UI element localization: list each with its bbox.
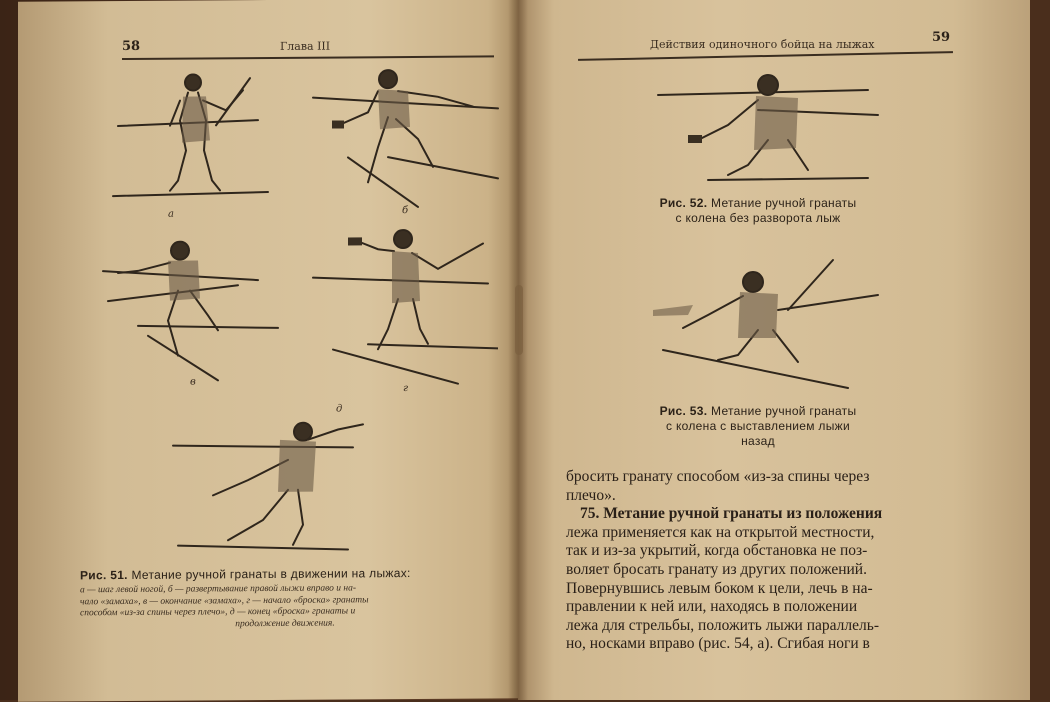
figure-52-caption-label: Рис. 52. <box>659 196 708 210</box>
figure-52-caption-line: с колена без разворота лыж <box>675 211 841 225</box>
left-page <box>18 0 518 702</box>
figure-51a-letter: а <box>168 208 174 220</box>
figure-51-legend <box>80 582 490 631</box>
left-page-number: 58 <box>122 38 141 55</box>
figure-53-caption-label: Рис. 53. <box>659 404 708 418</box>
text-line: бросить гранату способом «из-за спины через <box>566 468 870 485</box>
right-page-number: 59 <box>932 30 951 45</box>
legend-line: а — шаг левой ногой, б — развертывание правой лыжи вправо и на- <box>80 583 357 596</box>
figure-53-caption <box>623 404 893 449</box>
figure-51e-illustration <box>168 399 378 560</box>
right-page <box>518 0 1030 700</box>
figure-51-caption-label: Рис. 51. <box>80 567 128 583</box>
figure-51d-illustration <box>308 228 498 389</box>
legend-line: способом «из-за спины через плечо», д — конец «броска» гранаты и <box>80 606 356 619</box>
figure-52-caption <box>628 196 888 226</box>
figure-51c-letter: в <box>190 376 196 388</box>
left-head-rule <box>122 55 494 59</box>
figure-51-caption <box>80 565 490 583</box>
figure-51b-illustration <box>308 66 508 217</box>
figure-53-caption-line: назад <box>741 434 775 448</box>
figure-52-illustration <box>648 70 888 190</box>
text-line: воляет бросать гранату из других положений. <box>566 560 867 578</box>
right-head-rule <box>578 51 953 60</box>
text-line: но, носками вправо (рис. 54, а). Сгибая ноги в <box>566 635 870 653</box>
figure-51d-letter: г <box>403 383 409 395</box>
figure-53-illustration <box>648 250 888 390</box>
figure-51-caption-text: Метание ручной гранаты в движении на лыжах: <box>131 566 411 582</box>
figure-51e-letter: д <box>336 403 343 415</box>
legend-line: чало «замаха», в — окончание «замаха», г — начало «броска» гранаты <box>80 594 369 607</box>
text-line: правлении к ней или, находясь в положении <box>566 598 858 616</box>
binding-stitch <box>515 285 523 355</box>
legend-line: продолжение движения. <box>235 618 335 629</box>
figure-52-caption-line: Метание ручной гранаты <box>711 196 857 210</box>
text-line: лежа применяется как на открытой местности, <box>566 523 875 541</box>
figure-51b-letter: б <box>402 205 409 217</box>
right-running-head: Действия одиночного бойца на лыжах <box>650 38 875 51</box>
text-line: лежа для стрельбы, положить лыжи параллель- <box>566 616 879 634</box>
text-line: Повернувшись левым боком к цели, лечь в на- <box>566 579 873 597</box>
figure-51c-illustration <box>98 240 298 391</box>
figure-51a-illustration <box>108 70 278 211</box>
text-line: так и из-за укрытий, когда обстановка не поз- <box>566 542 868 560</box>
figure-53-caption-line: с колена с выставлением лыжи <box>666 419 850 433</box>
paragraph-75-heading: 75. Метание ручной гранаты из положения <box>580 505 883 523</box>
text-line: плечо». <box>566 486 616 504</box>
left-running-head: Глава III <box>280 39 331 53</box>
body-text <box>566 468 976 654</box>
figure-53-caption-line: Метание ручной гранаты <box>711 404 857 418</box>
